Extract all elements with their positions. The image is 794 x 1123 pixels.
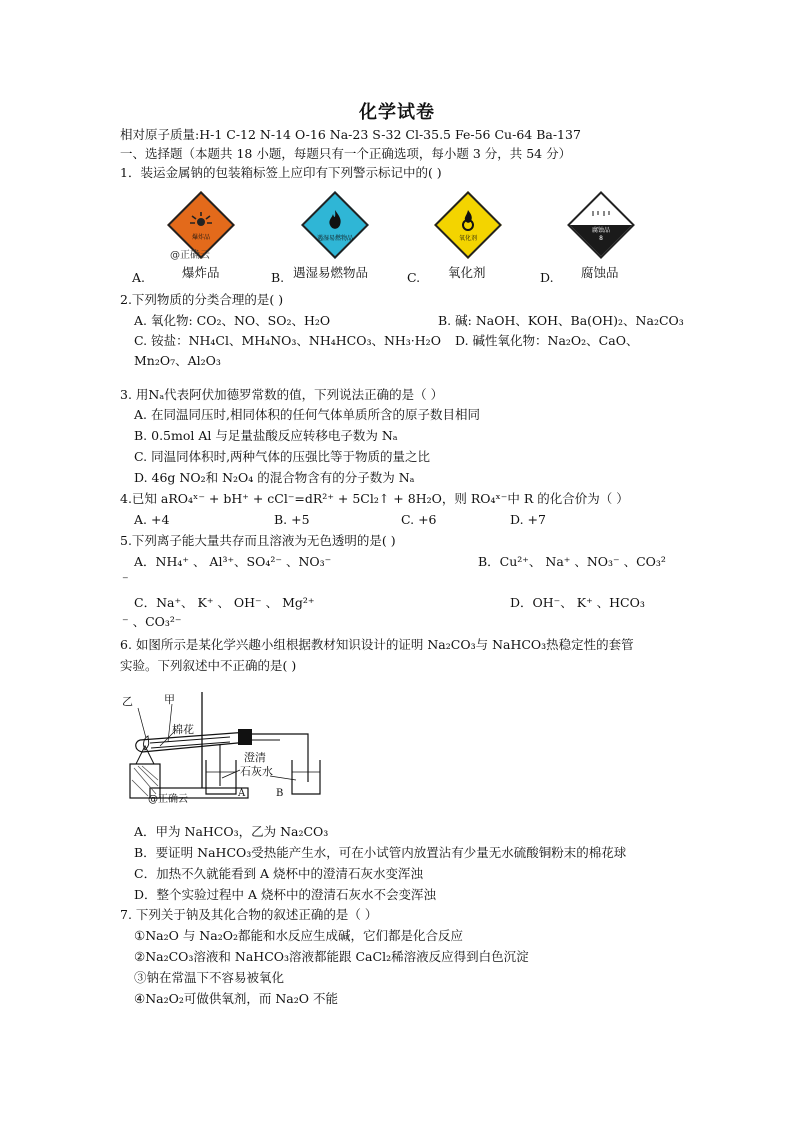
label-jia: 甲 xyxy=(164,693,175,706)
q1-option-a-letter: A. xyxy=(132,270,146,285)
q2-option-b: B. 碱: NaOH、KOH、Ba(OH)₂、Na₂CO₃ xyxy=(438,313,684,328)
q1-option-a-caption: 爆炸品 xyxy=(182,265,220,280)
dangerous-when-wet-sign: 遇湿易燃物品 xyxy=(302,192,368,258)
q1-option-b-caption: 遇湿易燃物品 xyxy=(293,265,369,280)
q5-option-d: D．OH⁻、 K⁺ 、HCO₃ xyxy=(510,595,645,610)
section-heading: 一、选择题（本题共 18 小题，每题只有一个正确选项，每小题 3 分，共 54 分） xyxy=(120,146,572,161)
q3-option-a: A. 在同温同压时,相同体积的任何气体单质所含的原子数目相同 xyxy=(134,407,480,422)
q5-option-b-cont: ⁻ xyxy=(122,572,129,587)
q3-option-d: D. 46g NO₂和 N₂O₄ 的混合物含有的分子数为 Nₐ xyxy=(134,470,415,485)
corrosive-sign: 腐蚀品 8 xyxy=(568,192,634,258)
figure-watermark: @正确云 xyxy=(148,794,188,805)
q1-stem: 1．装运金属钠的包装箱标签上应印有下列警示标记中的( ) xyxy=(120,165,442,180)
q5-option-c: C．Na⁺、 K⁺ 、 OH⁻ 、 Mg²⁺ xyxy=(134,595,315,610)
sleeve-tube-apparatus-figure xyxy=(120,690,330,810)
label-shihuishui: 石灰水 xyxy=(240,765,273,778)
oxidizer-sign: 氧化剂 xyxy=(435,192,501,258)
q2-option-c: C. 铵盐：NH₄Cl、MH₄NO₃、NH₄HCO₃、NH₃·H₂O xyxy=(134,333,441,348)
q1-option-b-letter: B. xyxy=(271,270,285,285)
q4-option-d: D. +7 xyxy=(510,512,546,527)
q6-option-c: C．加热不久就能看到 A 烧杯中的澄清石灰水变浑浊 xyxy=(134,866,424,881)
q5-stem: 5.下列离子能大量共存而且溶液为无色透明的是( ) xyxy=(120,533,396,548)
explosive-sign: 爆炸品 xyxy=(168,192,234,258)
q1-option-c-letter: C. xyxy=(407,270,421,285)
page-title: 化学试卷 xyxy=(359,102,435,123)
q7-stem: 7. 下列关于钠及其化合物的叙述正确的是（ ） xyxy=(120,907,378,922)
q1-option-d-letter: D. xyxy=(540,270,554,285)
watermark: @正确云 xyxy=(170,250,210,261)
q4-stem: 4.已知 aRO₄ˣ⁻ + bH⁺ + cCl⁻=dR²⁺ + 5Cl₂↑ + 8H₂O，则 RO₄ˣ⁻中 R 的化合价为（ ） xyxy=(120,491,629,506)
q7-statement-2: ②Na₂CO₃溶液和 NaHCO₃溶液都能跟 CaCl₂稀溶液反应得到白色沉淀 xyxy=(134,949,529,964)
label-beaker-b: B xyxy=(276,788,284,799)
label-chengqing: 澄清 xyxy=(244,751,266,764)
q3-option-b: B. 0.5mol Al 与足量盐酸反应转移电子数为 Nₐ xyxy=(134,428,398,443)
q7-statement-1: ①Na₂O 与 Na₂O₂都能和水反应生成碱，它们都是化合反应 xyxy=(134,928,463,943)
flame-over-circle-icon xyxy=(457,209,479,231)
q6-option-a: A．甲为 NaHCO₃，乙为 Na₂CO₃ xyxy=(134,824,329,839)
q4-option-a: A. +4 xyxy=(134,512,170,527)
q4-option-c: C. +6 xyxy=(401,512,437,527)
q1-option-c-caption: 氧化剂 xyxy=(448,265,486,280)
q5-option-b: B．Cu²⁺、 Na⁺ 、NO₃⁻ 、CO₃² xyxy=(478,554,666,569)
q3-option-c: C. 同温同体积时,两种气体的压强比等于物质的量之比 xyxy=(134,449,431,464)
q5-option-a: A．NH₄⁺ 、 Al³⁺、SO₄²⁻ 、NO₃⁻ xyxy=(134,554,332,569)
explosion-icon xyxy=(188,210,214,230)
q6-option-b: B．要证明 NaHCO₃受热能产生水，可在小试管内放置沾有少量无水硫酸铜粉末的棉花球 xyxy=(134,845,627,860)
q6-option-d: D．整个实验过程中 A 烧杯中的澄清石灰水不会变浑浊 xyxy=(134,887,436,902)
q7-statement-3: ③钠在常温下不容易被氧化 xyxy=(134,970,285,985)
q2-option-d: D. 碱性氧化物：Na₂O₂、CaO、 xyxy=(455,333,639,348)
q4-option-b: B. +5 xyxy=(274,512,310,527)
flame-icon xyxy=(325,209,345,231)
q3-stem: 3. 用Nₐ代表阿伏加德罗常数的值，下列说法正确的是（ ） xyxy=(120,387,444,402)
corrosive-icon xyxy=(589,209,613,223)
q5-option-d-cont: ⁻ 、CO₃²⁻ xyxy=(122,614,182,629)
label-mianhua: 棉花 xyxy=(172,723,194,736)
q2-option-d-cont: Mn₂O₇、Al₂O₃ xyxy=(134,353,221,368)
q7-statement-4: ④Na₂O₂可做供氧剂，而 Na₂O 不能 xyxy=(134,991,338,1006)
label-yi: 乙 xyxy=(122,695,133,708)
q2-stem: 2.下列物质的分类合理的是( ) xyxy=(120,292,284,307)
q6-stem-cont: 实验。下列叙述中不正确的是( ) xyxy=(120,658,297,673)
label-beaker-a: A xyxy=(238,788,246,799)
q1-option-d-caption: 腐蚀品 xyxy=(581,265,619,280)
q2-option-a: A. 氧化物: CO₂、NO、SO₂、H₂O xyxy=(134,313,331,328)
q6-stem: 6. 如图所示是某化学兴趣小组根据教材知识设计的证明 Na₂CO₃与 NaHCO₃热稳定性的套管 xyxy=(120,637,634,652)
atomic-masses: 相对原子质量:H-1 C-12 N-14 O-16 Na-23 S-32 Cl-35.5 Fe-56 Cu-64 Ba-137 xyxy=(120,127,581,142)
